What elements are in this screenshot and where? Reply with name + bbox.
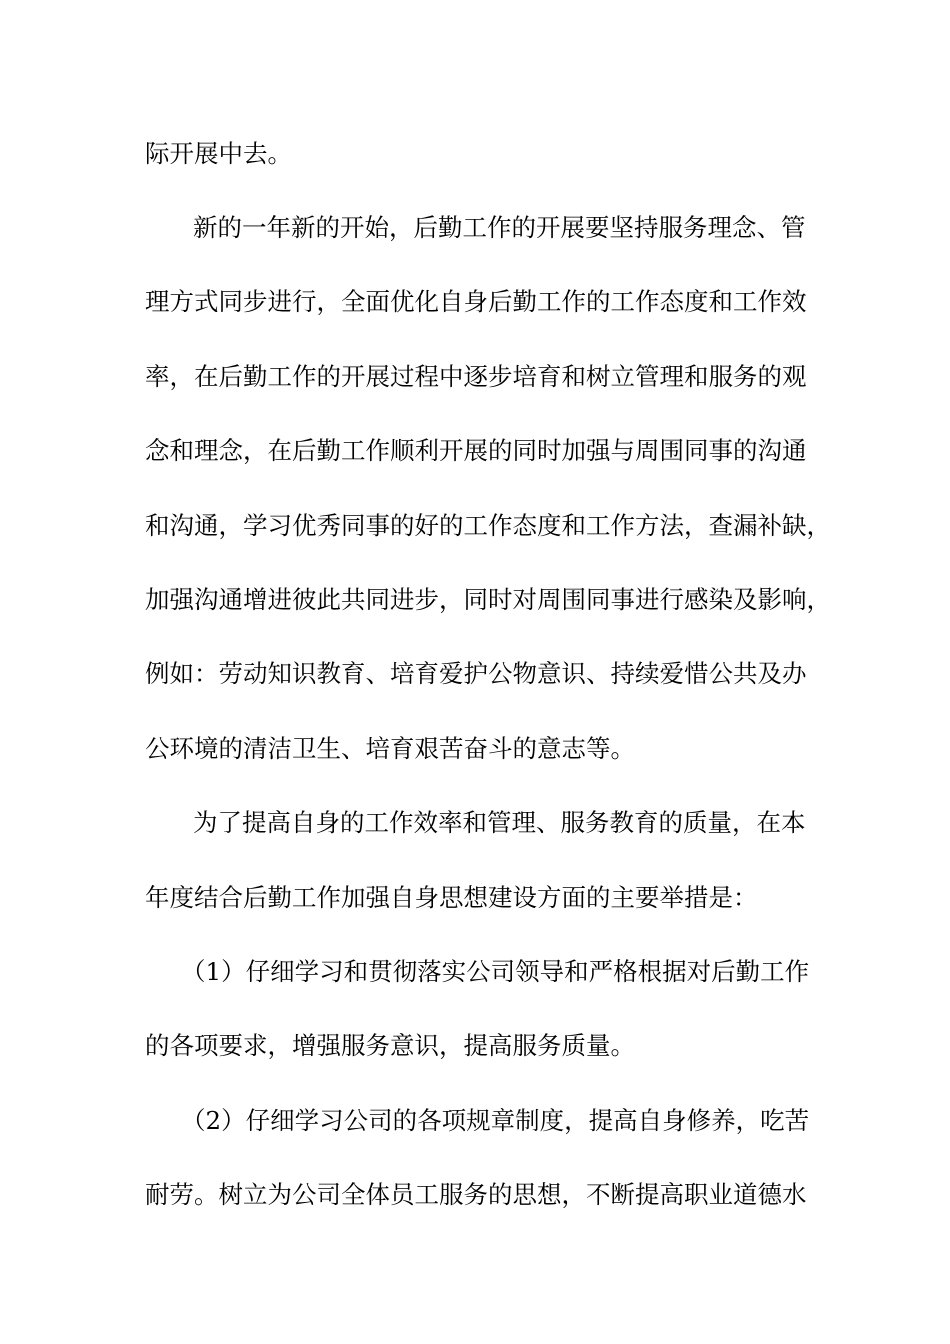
text-line-11: 年度结合后勤工作加强自身思想建设方面的主要举措是： <box>145 883 758 912</box>
text-line-13: 的各项要求，增强服务意识，提高服务质量。 <box>145 1031 635 1060</box>
text-line-5: 念和理念，在后勤工作顺利开展的同时加强与周围同事的沟通 <box>145 436 807 465</box>
text-line-14: （2）仔细学习公司的各项规章制度，提高自身修养，吃苦 <box>181 1106 810 1135</box>
text-line-2: 新的一年新的开始，后勤工作的开展要坚持服务理念、管 <box>193 213 806 242</box>
text-line-8: 例如：劳动知识教育、培育爱护公物意识、持续爱惜公共及办 <box>145 659 807 688</box>
text-line-12: （1）仔细学习和贯彻落实公司领导和严格根据对后勤工作 <box>181 957 810 986</box>
text-line-7: 加强沟通增进彼此共同进步，同时对周围同事进行感染及影响， <box>145 585 831 614</box>
text-line-1: 际开展中去。 <box>145 139 292 168</box>
text-line-15: 耐劳。树立为公司全体员工服务的思想，不断提高职业道德水 <box>145 1180 807 1209</box>
text-line-4: 率，在后勤工作的开展过程中逐步培育和树立管理和服务的观 <box>145 362 807 391</box>
text-line-10: 为了提高自身的工作效率和管理、服务教育的质量，在本 <box>193 808 806 837</box>
text-line-9: 公环境的清洁卫生、培育艰苦奋斗的意志等。 <box>145 734 635 763</box>
text-line-3: 理方式同步进行，全面优化自身后勤工作的工作态度和工作效 <box>145 287 807 316</box>
text-line-6: 和沟通，学习优秀同事的好的工作态度和工作方法，查漏补缺， <box>145 511 831 540</box>
